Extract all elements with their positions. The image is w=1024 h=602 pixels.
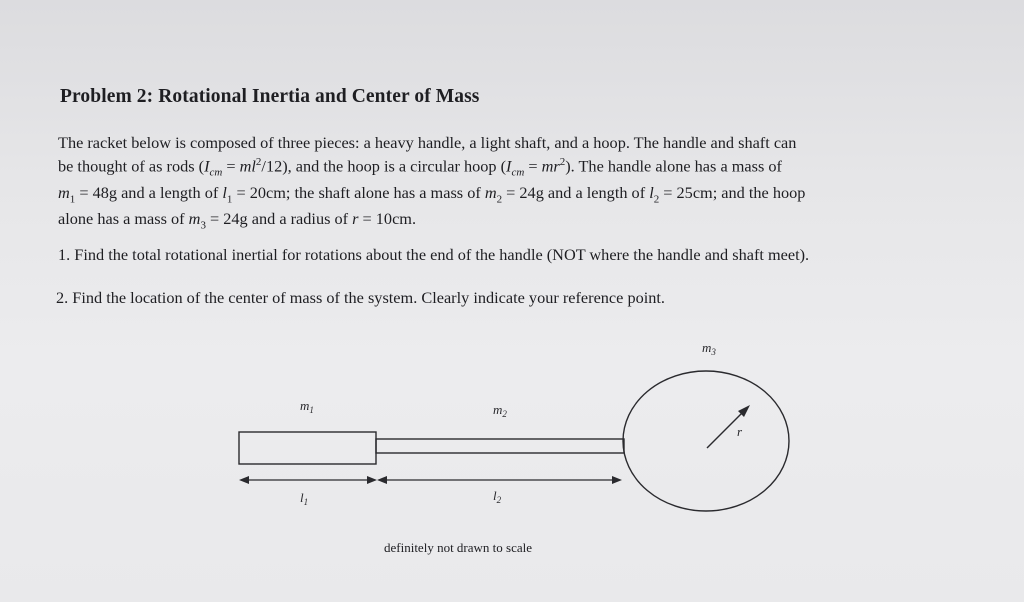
- question-1: 1. Find the total rotational inertial for rotations about the end of the handle (NOT where the handle and shaft meet).: [58, 245, 810, 264]
- label-l1: $l_1$: [300, 490, 309, 507]
- l1-arrowhead-right: [367, 476, 377, 484]
- hoop-ellipse: [623, 371, 789, 511]
- handle-rect: [239, 432, 376, 464]
- statement-line-3: $m_1 = 48g$ and a length of $l_1 = 20cm$; the shaft alone has a mass of $m_2 = 24g$ and a length of $l_2 = 25cm$; and the hoop: [58, 182, 806, 205]
- label-l2: $l_2$: [493, 488, 502, 505]
- label-m1: $m_1$: [300, 398, 314, 415]
- problem-title: Problem 2: Rotational Inertia and Center of Mass: [60, 86, 480, 107]
- label-r: r: [737, 424, 743, 439]
- statement-line-1: The racket below is composed of three pieces: a heavy handle, a light shaft, and a hoop. The handle and shaft can: [58, 133, 797, 152]
- l2-arrowhead-left: [377, 476, 387, 484]
- l1-arrowhead-left: [239, 476, 249, 484]
- question-2: 2. Find the location of the center of mass of the system. Clearly indicate your reference point.: [56, 288, 665, 307]
- label-m2: $m_2$: [493, 402, 507, 419]
- diagram-caption: definitely not drawn to scale: [384, 540, 533, 555]
- shaft-rect: [376, 439, 624, 453]
- l2-arrowhead-right: [612, 476, 622, 484]
- statement-line-4: alone has a mass of $m_3 = 24g$ and a radius of r = 10cm.: [58, 209, 417, 232]
- statement-line-2: be thought of as rods $(I_{cm} = ml^2/12)$, and the hoop is a circular hoop $(I_{cm} = mr^2)$. The handle alone has a mass of: [58, 155, 782, 179]
- label-m3: $m_3$: [702, 340, 716, 357]
